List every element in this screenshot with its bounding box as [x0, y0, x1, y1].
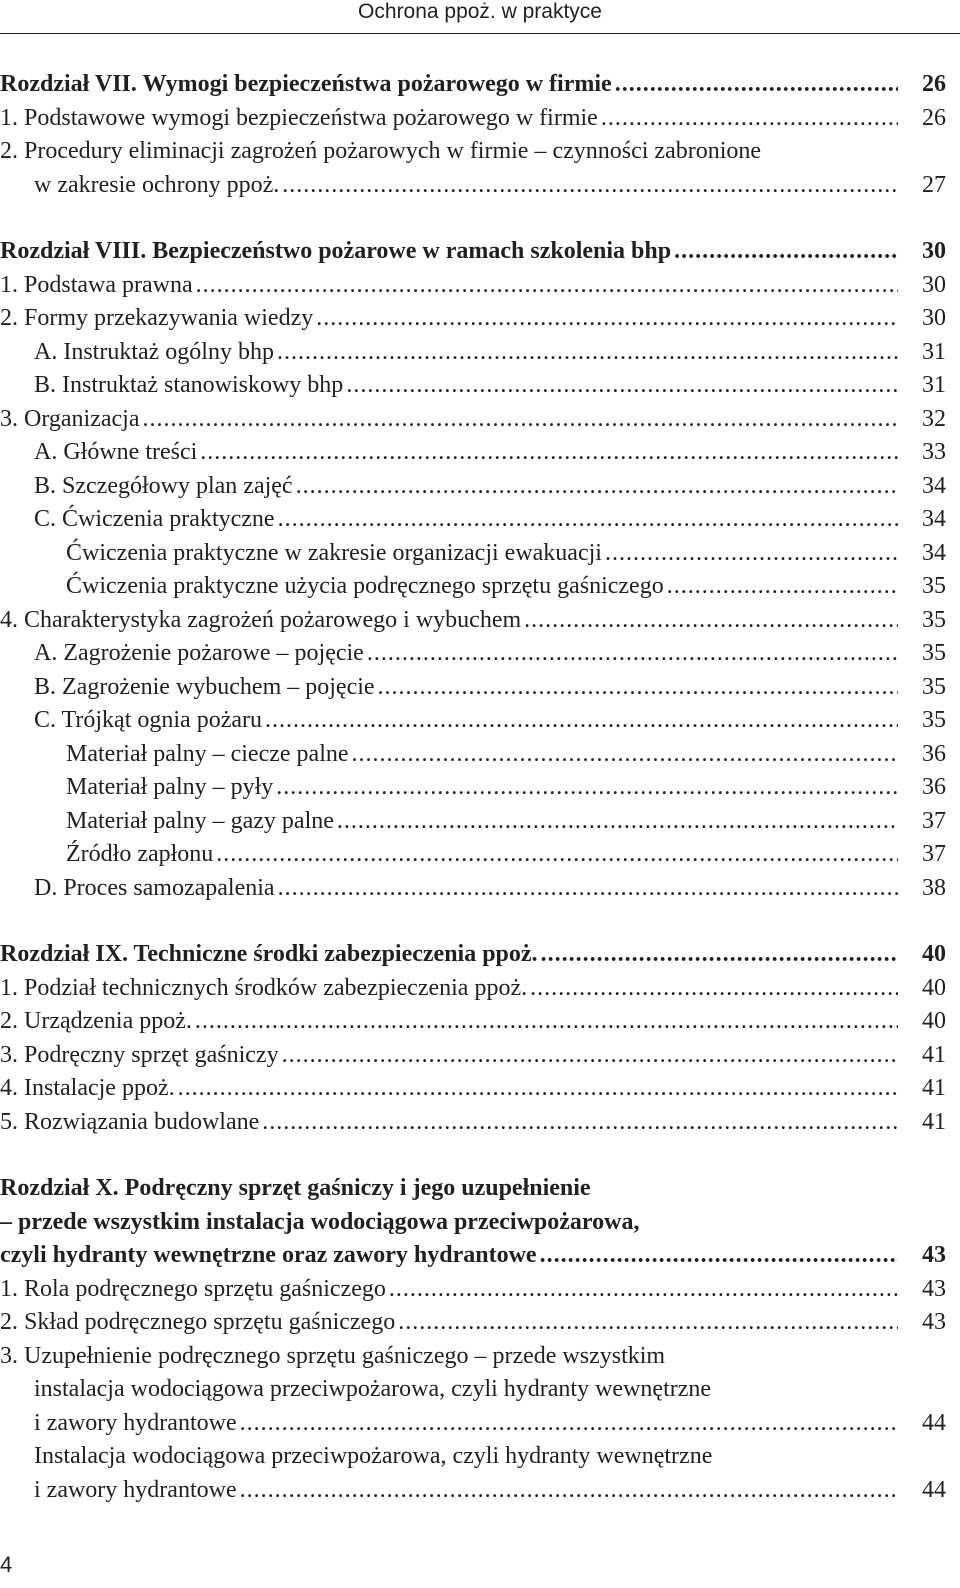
- dot-leader: [389, 1273, 898, 1307]
- dot-leader: [352, 738, 898, 772]
- toc-entry-label: 2. Procedury eliminacji zagrożeń pożarowych w firmie – czynności zabronione: [0, 138, 762, 164]
- toc-entry[interactable]: [0, 637, 946, 671]
- toc-entry-page: 27: [922, 171, 946, 198]
- dot-leader: [605, 537, 898, 571]
- toc-entry[interactable]: [0, 1340, 946, 1374]
- toc-entry-label: Instalacja wodociągowa przeciwpożarowa, czyli hydranty wewnętrzne: [34, 1443, 713, 1469]
- toc-entry[interactable]: [0, 1039, 946, 1073]
- dot-leader: [601, 102, 898, 136]
- toc-entry-label: Materiał palny – gazy palne: [66, 807, 334, 834]
- dot-leader: [276, 771, 898, 805]
- toc-entry-page: 36: [922, 774, 946, 800]
- toc-entry[interactable]: [0, 436, 946, 470]
- dot-leader: [346, 369, 898, 403]
- dot-leader: [378, 671, 898, 705]
- dot-leader: [265, 704, 898, 738]
- toc-entry[interactable]: [0, 872, 946, 906]
- toc-entry-page: 43: [922, 1275, 946, 1302]
- dot-leader: [178, 1072, 898, 1106]
- toc-entry-label: i zawory hydrantowe: [34, 1476, 237, 1503]
- dot-leader: [216, 838, 898, 872]
- dot-leader: [282, 169, 898, 203]
- toc-entry-label: Rozdział VIII. Bezpieczeństwo pożarowe w ramach szkolenia bhp: [0, 238, 672, 264]
- dot-leader: [524, 604, 898, 638]
- dot-leader: [196, 269, 898, 303]
- toc-entry-page: 30: [922, 305, 946, 331]
- toc-entry-page: 44: [922, 1476, 946, 1503]
- toc-entry[interactable]: [0, 805, 946, 839]
- toc-entry[interactable]: [0, 403, 946, 437]
- toc-entry-label: instalacja wodociągowa przeciwpożarowa, czyli hydranty wewnętrzne: [34, 1376, 712, 1402]
- toc-entry[interactable]: [0, 369, 946, 403]
- toc-entry-label: A. Główne treści: [34, 439, 198, 465]
- dot-leader: [278, 503, 898, 537]
- toc-entry-label: 3. Uzupełnienie podręcznego sprzętu gaśniczego – przede wszystkim: [0, 1342, 666, 1369]
- dot-leader: [541, 938, 898, 972]
- toc-entry-label: Rozdział IX. Techniczne środki zabezpieczenia ppoż.: [0, 941, 538, 967]
- toc-entry-page: 41: [922, 1041, 946, 1068]
- toc-entry[interactable]: [0, 604, 946, 638]
- toc-entry[interactable]: [0, 1407, 946, 1441]
- toc-entry[interactable]: [0, 336, 946, 370]
- toc-entry-label: 1. Podział technicznych środków zabezpieczenia ppoż.: [0, 974, 528, 1001]
- toc-entry[interactable]: [0, 671, 946, 705]
- toc-entry[interactable]: [0, 771, 946, 805]
- toc-entry-page: 26: [922, 104, 946, 131]
- toc-entry-page: 41: [922, 1108, 946, 1135]
- toc-entry-label: Rozdział VII. Wymogi bezpieczeństwa pożarowego w firmie: [0, 71, 612, 97]
- running-header: Ochrona ppoż. w praktyce: [358, 0, 602, 23]
- dot-leader: [296, 470, 898, 504]
- toc-entry-label: czyli hydranty wewnętrzne oraz zawory hydrantowe: [0, 1242, 537, 1268]
- toc-entry[interactable]: [0, 470, 946, 504]
- dot-leader: [282, 1039, 898, 1073]
- toc-entry-label: 2. Formy przekazywania wiedzy: [0, 305, 314, 331]
- toc-entry-label: 2. Skład podręcznego sprzętu gaśniczego: [0, 1309, 396, 1335]
- dot-leader: [398, 1306, 898, 1340]
- toc-entry[interactable]: [0, 1005, 946, 1039]
- toc-entry-page: 40: [922, 941, 946, 967]
- toc-entry[interactable]: [0, 302, 946, 336]
- dot-leader: [262, 1106, 898, 1140]
- dot-leader: [530, 972, 898, 1006]
- dot-leader: [540, 1239, 898, 1273]
- toc-entry-label: 3. Podręczny sprzęt gaśniczy: [0, 1041, 279, 1068]
- dot-leader: [337, 805, 898, 839]
- toc-entry-page: 32: [922, 405, 946, 432]
- toc-entry-label: i zawory hydrantowe: [34, 1409, 237, 1436]
- dot-leader: [316, 302, 898, 336]
- toc-entry-label: Ćwiczenia praktyczne użycia podręcznego sprzętu gaśniczego: [66, 573, 664, 599]
- section-gap: [0, 1139, 946, 1172]
- toc-entry-label: A. Instruktaż ogólny bhp: [34, 338, 274, 365]
- toc-entry-page: 26: [922, 71, 946, 97]
- toc-entry[interactable]: [0, 1306, 946, 1340]
- dot-leader: [240, 1474, 898, 1508]
- toc-entry-label: 3. Organizacja: [0, 405, 140, 432]
- toc-chapter-entry[interactable]: [0, 1239, 946, 1273]
- toc-entry-label: 4. Charakterystyka zagrożeń pożarowego i wybuchem: [0, 606, 522, 633]
- toc-entry[interactable]: [0, 570, 946, 604]
- section-gap: [0, 202, 946, 235]
- toc-entry-label: 1. Rola podręcznego sprzętu gaśniczego: [0, 1275, 386, 1302]
- toc-entry[interactable]: [0, 1474, 946, 1508]
- toc-entry[interactable]: [0, 738, 946, 772]
- toc-entry[interactable]: [0, 1106, 946, 1140]
- toc-entry-page: 43: [922, 1242, 946, 1268]
- toc-entry-page: 31: [922, 372, 946, 398]
- dot-leader: [278, 872, 898, 906]
- toc-entry-page: 40: [922, 974, 946, 1001]
- toc-entry-page: 34: [922, 472, 946, 499]
- page-number: 4: [0, 1552, 13, 1577]
- toc-entry-label: D. Proces samozapalenia: [34, 874, 275, 901]
- toc-entry-page: 40: [922, 1008, 946, 1034]
- toc-entry-page: 35: [922, 673, 946, 700]
- toc-entry-page: 37: [922, 841, 946, 867]
- toc-entry-label: – przede wszystkim instalacja wodociągowa przeciwpożarowa,: [0, 1208, 640, 1235]
- dot-leader: [195, 1005, 898, 1039]
- toc-entry-page: 30: [922, 238, 946, 264]
- toc-entry[interactable]: [0, 1072, 946, 1106]
- toc-entry[interactable]: [0, 704, 946, 738]
- toc-entry-label: w zakresie ochrony ppoż.: [34, 171, 280, 198]
- toc-entry-label: Źródło zapłonu: [66, 841, 214, 867]
- toc-chapter-entry[interactable]: [0, 1206, 946, 1240]
- table-of-contents: [0, 68, 946, 1507]
- toc-entry-page: 34: [922, 506, 946, 532]
- dot-leader: [674, 235, 898, 269]
- toc-entry[interactable]: [0, 269, 946, 303]
- toc-entry[interactable]: [0, 1440, 946, 1474]
- toc-entry-page: 36: [922, 740, 946, 767]
- toc-entry-page: 37: [922, 807, 946, 834]
- toc-entry-page: 35: [922, 606, 946, 633]
- dot-leader: [367, 637, 898, 671]
- toc-entry[interactable]: [0, 1273, 946, 1307]
- toc-chapter-entry[interactable]: [0, 68, 946, 102]
- toc-entry[interactable]: [0, 537, 946, 571]
- toc-entry-label: 2. Urządzenia ppoż.: [0, 1008, 192, 1034]
- toc-entry-page: 30: [922, 271, 946, 298]
- toc-chapter-entry[interactable]: [0, 235, 946, 269]
- toc-entry[interactable]: [0, 169, 946, 203]
- toc-entry-label: Materiał palny – ciecze palne: [66, 740, 349, 767]
- header-rule: [0, 33, 960, 34]
- toc-entry-label: 1. Podstawa prawna: [0, 271, 193, 298]
- toc-entry-label: B. Zagrożenie wybuchem – pojęcie: [34, 673, 375, 700]
- toc-entry[interactable]: [0, 972, 946, 1006]
- toc-entry-label: Materiał palny – pyły: [66, 774, 274, 800]
- toc-entry[interactable]: [0, 102, 946, 136]
- toc-entry[interactable]: [0, 1373, 946, 1407]
- toc-entry-page: 38: [922, 874, 946, 901]
- toc-entry-label: B. Instruktaż stanowiskowy bhp: [34, 372, 344, 398]
- dot-leader: [277, 336, 898, 370]
- toc-entry-label: 1. Podstawowe wymogi bezpieczeństwa pożarowego w firmie: [0, 104, 598, 131]
- toc-entry-label: C. Ćwiczenia praktyczne: [34, 506, 275, 532]
- toc-entry-label: B. Szczegółowy plan zajęć: [34, 472, 293, 499]
- toc-chapter-entry[interactable]: [0, 1172, 946, 1206]
- toc-entry-label: 4. Instalacje ppoż.: [0, 1075, 175, 1101]
- toc-entry[interactable]: [0, 503, 946, 537]
- dot-leader: [615, 68, 898, 102]
- dot-leader: [667, 570, 898, 604]
- dot-leader: [200, 436, 898, 470]
- toc-entry-page: 35: [922, 707, 946, 733]
- toc-entry-label: A. Zagrożenie pożarowe – pojęcie: [34, 640, 364, 666]
- toc-entry-page: 35: [922, 640, 946, 666]
- toc-entry-page: 43: [922, 1309, 946, 1335]
- dot-leader: [143, 403, 899, 437]
- toc-chapter-entry[interactable]: [0, 938, 946, 972]
- toc-entry-page: 41: [922, 1075, 946, 1101]
- toc-entry[interactable]: [0, 135, 946, 169]
- toc-entry-label: 5. Rozwiązania budowlane: [0, 1108, 260, 1135]
- toc-entry-page: 34: [922, 539, 946, 566]
- toc-entry[interactable]: [0, 838, 946, 872]
- toc-entry-label: Ćwiczenia praktyczne w zakresie organizacji ewakuacji: [66, 539, 602, 566]
- toc-entry-label: C. Trójkąt ognia pożaru: [34, 707, 262, 733]
- dot-leader: [240, 1407, 898, 1441]
- section-gap: [0, 905, 946, 938]
- toc-entry-label: Rozdział X. Podręczny sprzęt gaśniczy i jego uzupełnienie: [0, 1175, 591, 1201]
- toc-entry-page: 31: [922, 338, 946, 365]
- toc-entry-page: 35: [922, 573, 946, 599]
- toc-entry-page: 44: [922, 1409, 946, 1436]
- toc-entry-page: 33: [922, 439, 946, 465]
